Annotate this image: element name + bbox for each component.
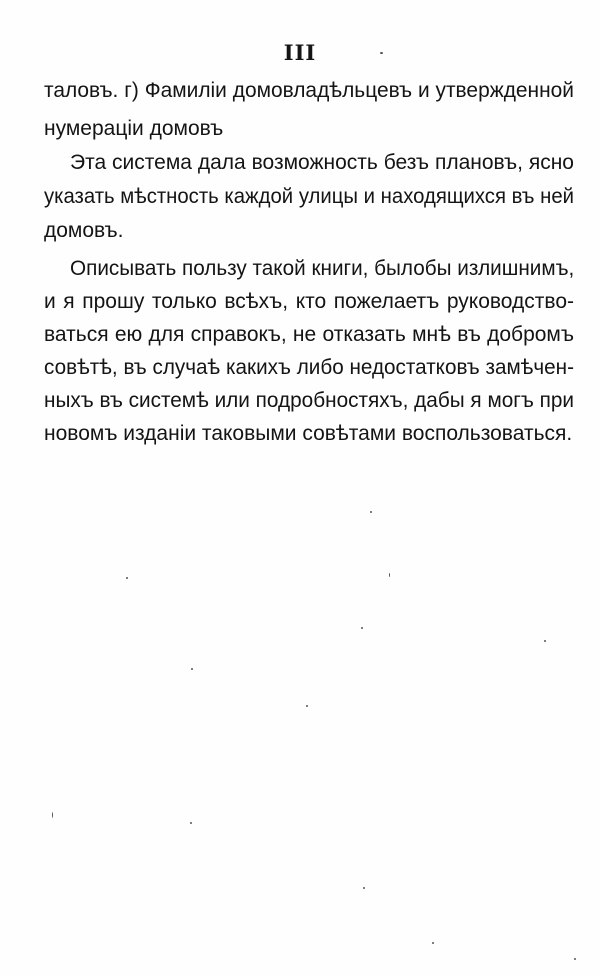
scan-speck xyxy=(380,52,383,54)
text-line: Описывать пользу такой книги, былобы излишнимъ, xyxy=(70,257,575,280)
scan-speck xyxy=(363,887,365,889)
text-line: ваться ею для справокъ, не отказать мнѣ въ добромъ xyxy=(44,323,574,346)
scan-speck xyxy=(432,942,434,944)
text-line: нумерацiи домовъ xyxy=(44,117,224,140)
text-line: Эта система дала возможность безъ плановъ, ясно xyxy=(70,151,574,174)
page-number: III xyxy=(283,40,317,65)
scan-speck xyxy=(370,511,372,513)
scan-speck xyxy=(191,668,193,670)
text-line: и я прошу только всѣхъ, кто пожелаетъ руководство- xyxy=(44,290,574,313)
scan-speck xyxy=(190,822,192,824)
text-line: домовъ. xyxy=(44,219,124,242)
text-line: ныхъ въ системѣ или подробностяхъ, дабы я могъ при xyxy=(44,389,574,412)
scan-speck xyxy=(361,627,363,629)
text-line: таловъ. г) Фамилiи домовладѣльцевъ и утвержденной xyxy=(44,79,574,102)
text-line: новомъ изданiи таковыми совѣтами воспользоваться. xyxy=(44,422,573,445)
scan-speck xyxy=(126,577,128,579)
scan-speck xyxy=(389,573,390,577)
scan-speck xyxy=(544,640,546,642)
text-line: совѣтѣ, въ случаѣ какихъ либо недостатковъ замѣчен- xyxy=(44,356,574,379)
scan-speck xyxy=(306,705,308,707)
text-line: указать мѣстность каждой улицы и находящихся въ ней xyxy=(44,185,575,208)
scan-speck xyxy=(52,812,53,818)
scan-speck xyxy=(574,958,576,960)
